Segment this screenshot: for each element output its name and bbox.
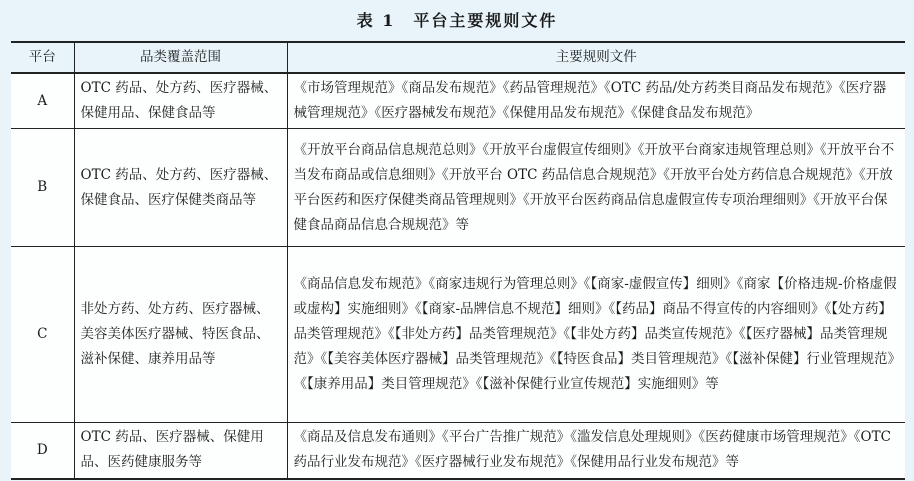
platform-cell: A [11,73,74,129]
table-caption: 表 1 平台主要规则文件 [356,11,558,30]
categories-cell: OTC 药品、医疗器械、保健用品、医药健康服务等 [74,423,287,479]
files-cell: 《商品及信息发布通则》《平台广告推广规范》《滥发信息处理规则》《医药健康市场管理规范》《OTC 药品行业发布规范》《医疗器械行业发布规范》《保健用品行业发布规范》等 [287,423,905,479]
platform-cell: B [11,129,74,247]
platform-cell: C [11,247,74,423]
table-row [11,129,905,247]
header-files: 主要规则文件 [287,42,905,73]
rules-table [11,41,905,480]
platform-cell: D [11,423,74,479]
files-cell: 《市场管理规范》《商品发布规范》《药品管理规范》《OTC 药品/处方药类目商品发布规范》《医疗器械管理规范》《医疗器械发布规范》《保健用品发布规范》《保健食品发布规范》 [287,73,905,129]
header-platform: 平台 [11,42,74,73]
categories-cell: 非处方药、处方药、医疗器械、美容美体医疗器械、特医食品、滋补保健、康养用品等 [74,247,287,423]
table-header-row [11,42,905,73]
table-row [11,73,905,129]
files-cell: 《开放平台商品信息规范总则》《开放平台虚假宣传细则》《开放平台商家违规管理总则》《开放平台不当发布商品或信息细则》《开放平台 OTC 药品信息合规规范》《开放平台处方药信息合规规范》《开放平台医药和医疗保健类商品管理规则》《开放平台医药商品信息虚假宣传专项治理细则》《开放平台保健食品商品信息合规规范》等 [287,129,905,247]
files-cell: 《商品信息发布规范》《商家违规行为管理总则》《【商家-虚假宣传】细则》《商家【价格违规-价格虚假或虚构】实施细则》《【商家-品牌信息不规范】细则》《【药品】商品不得宣传的内容细则》《【处方药】品类管理规范》《【非处方药】品类管理规范》《【非处方药】品类宣传规范》《【医疗器械】品类管理规范》《【美容美体医疗器械】品类管理规范》《【特医食品】类目管理规范》《【滋补保健】行业管理规范》《【康养用品】类目管理规范》《【滋补保健行业宣传规范】实施细则》等 [287,247,905,423]
table-row [11,247,905,423]
header-categories: 品类覆盖范围 [74,42,287,73]
categories-cell: OTC 药品、处方药、医疗器械、保健用品、保健食品等 [74,73,287,129]
table-row [11,423,905,479]
categories-cell: OTC 药品、处方药、医疗器械、保健食品、医疗保健类商品等 [74,129,287,247]
